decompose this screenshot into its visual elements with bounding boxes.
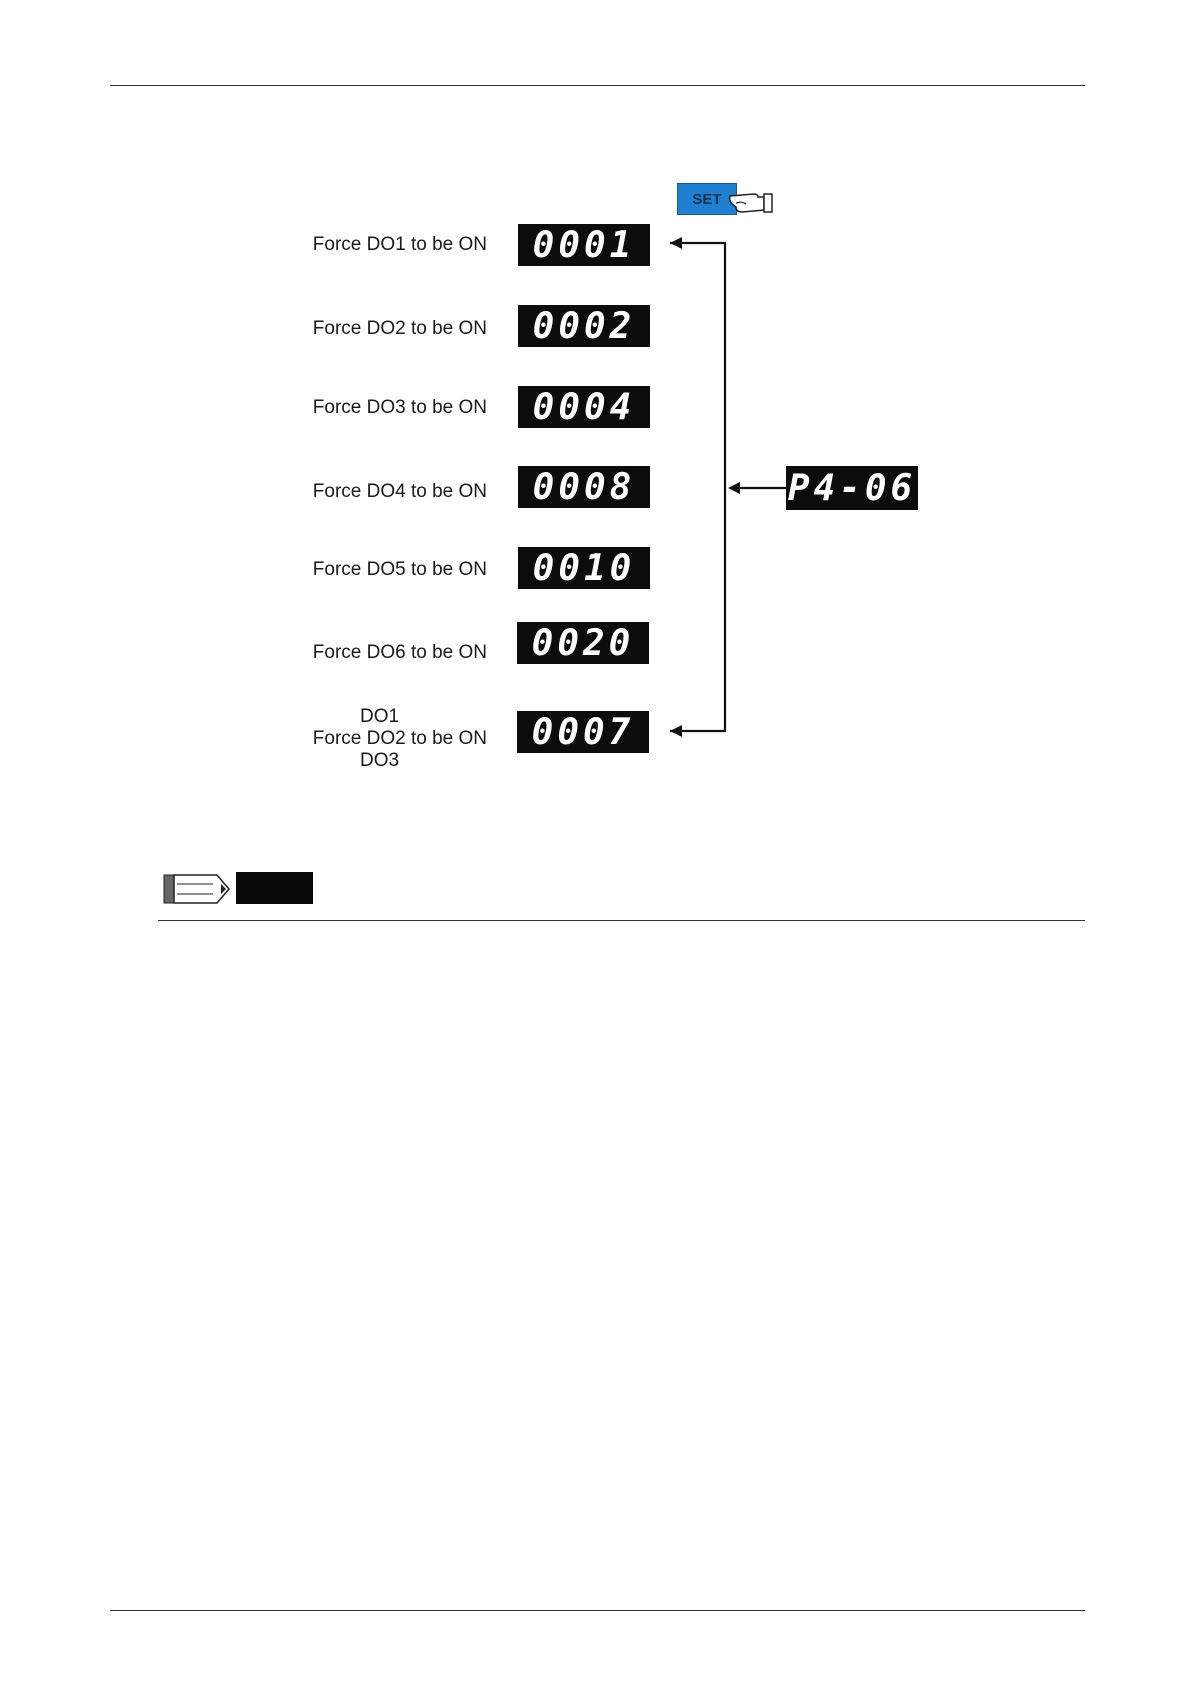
display-0001: 0001 [518,224,650,266]
combined-label-line2: Force DO2 to be ON [312,728,487,749]
arrow-head-top [670,237,682,249]
display-0020: 0020 [517,622,649,664]
note-rule [158,920,1085,921]
parameter-display: P4-06 [787,467,917,509]
note-box [236,872,313,904]
arrow-head-bottom [670,725,682,737]
arrow-head-middle [728,482,740,494]
option-label-do6: Force DO6 to be ON [312,642,487,663]
display-0004: 0004 [518,386,650,428]
note-pencil-icon [163,872,233,906]
display-0010: 0010 [518,547,650,589]
option-label-do2: Force DO2 to be ON [312,318,487,339]
option-label-do3: Force DO3 to be ON [312,397,487,418]
display-0008: 0008 [518,466,650,508]
display-0002: 0002 [518,305,650,347]
option-label-do5: Force DO5 to be ON [312,559,487,580]
combined-label-line1: DO1 [360,706,400,727]
option-label-do1: Force DO1 to be ON [312,234,487,255]
option-label-do4: Force DO4 to be ON [312,481,487,502]
combined-label-line3: DO3 [360,750,400,771]
footer-rule [110,1610,1085,1611]
set-button: SET [677,183,737,215]
display-0007: 0007 [517,711,649,753]
